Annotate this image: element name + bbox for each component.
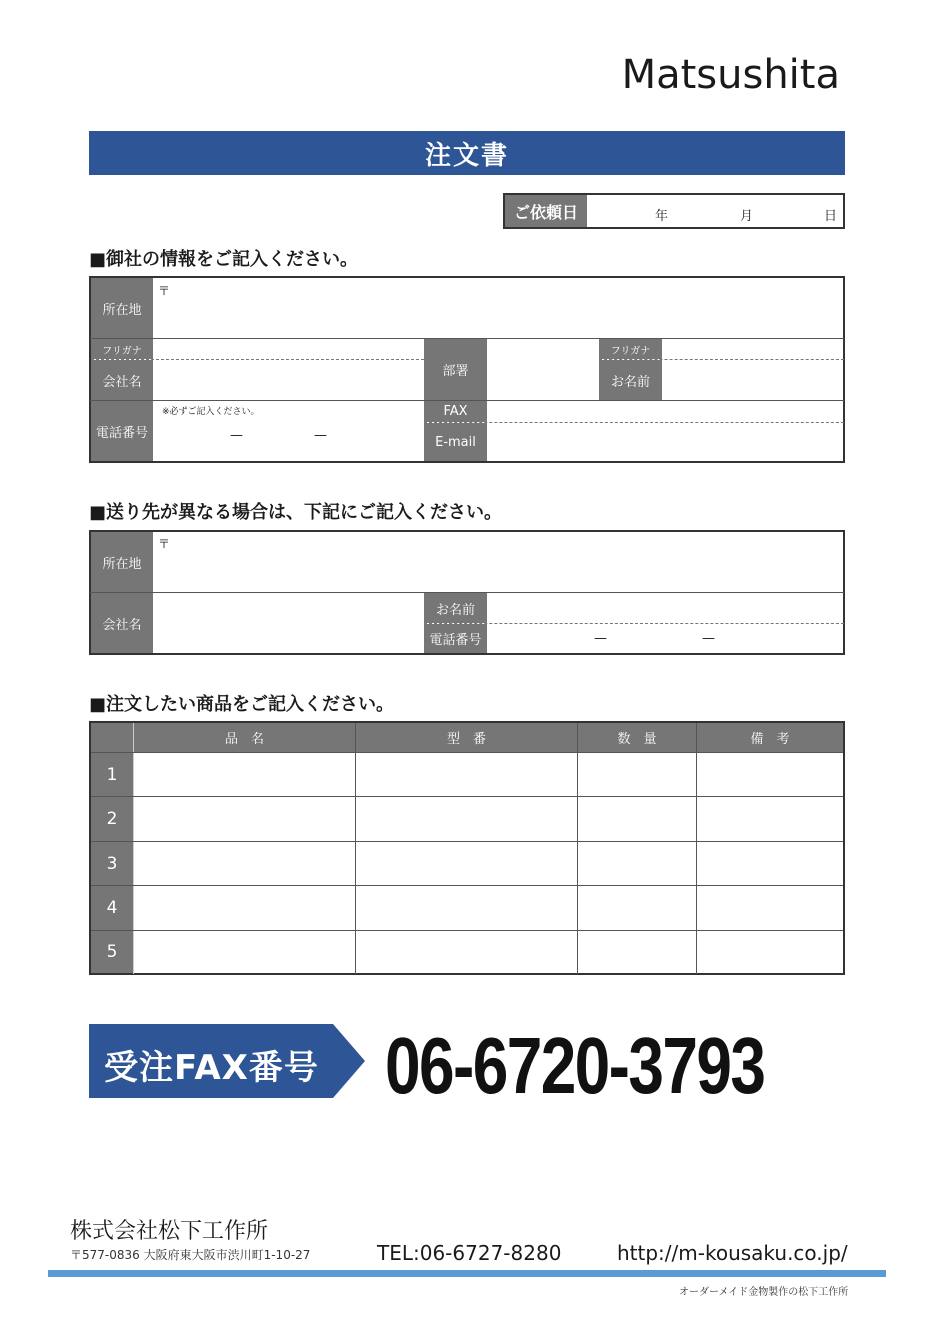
request-date-label: ご依頼日 (505, 195, 587, 227)
footer-tel: TEL:06-6727-8280 (377, 1241, 562, 1265)
title-bar (89, 131, 845, 175)
col-header-notes: 備 考 (697, 723, 843, 752)
name-label: お名前 (599, 360, 662, 400)
ship-phone-dash-2: — (702, 631, 715, 646)
table-row[interactable] (134, 886, 843, 930)
ship-company-label: 会社名 (91, 593, 153, 653)
date-year[interactable]: 年 (655, 209, 669, 224)
ship-phone-dash-1: — (594, 631, 607, 646)
footer-address: 〒577-0836 大阪府東大阪市渋川町1-10-27 (70, 1248, 311, 1262)
page-title: 注文書 (424, 140, 509, 171)
dept-label: 部署 (424, 339, 487, 400)
ship-address-input[interactable] (154, 532, 844, 592)
row-number-1: 1 (91, 753, 133, 796)
table-row[interactable] (134, 797, 843, 841)
fax-number: 06-6720-3793 (385, 1021, 765, 1110)
phone-input[interactable] (154, 418, 424, 460)
brand-logo: Matsushita (621, 52, 840, 98)
fax-input[interactable] (488, 401, 844, 422)
row-number-3: 3 (91, 842, 133, 885)
phone-dash-2: — (314, 428, 327, 443)
address-input[interactable] (154, 278, 844, 338)
phone-note: ※必ずご記入ください。 (162, 407, 260, 417)
ship-postal-mark: 〒 (158, 537, 171, 551)
col-header-model: 型 番 (356, 723, 577, 752)
ship-phone-label: 電話番号 (424, 624, 487, 653)
fax-label: FAX (424, 401, 487, 422)
footer-bar (48, 1270, 886, 1277)
ship-name-input[interactable] (488, 593, 844, 623)
date-month[interactable]: 月 (740, 209, 754, 224)
furigana-label: フリガナ (91, 339, 153, 359)
dept-input[interactable] (488, 339, 598, 400)
footer-company: 株式会社松下工作所 (70, 1219, 269, 1244)
footer-tagline: オーダーメイド金物製作の松下工作所 (679, 1287, 849, 1298)
name-input[interactable] (663, 360, 844, 400)
email-input[interactable] (488, 423, 844, 461)
section2-heading: ■送り先が異なる場合は、下記にご記入ください。 (89, 502, 503, 523)
email-label: E-mail (424, 423, 487, 461)
date-day[interactable]: 日 (824, 209, 838, 224)
footer-url[interactable]: http://m-kousaku.co.jp/ (617, 1241, 848, 1265)
postal-mark: 〒 (158, 284, 171, 298)
ship-company-input[interactable] (154, 593, 424, 653)
col-header-qty: 数 量 (578, 723, 696, 752)
section3-heading: ■注文したい商品をご記入ください。 (89, 694, 395, 715)
company-input[interactable] (154, 360, 424, 400)
section1-heading: ■御社の情報をご記入ください。 (89, 249, 359, 270)
col-header-name: 品 名 (134, 723, 355, 752)
ship-address-label: 所在地 (91, 532, 153, 592)
ship-name-label: お名前 (424, 593, 487, 623)
address-label: 所在地 (91, 278, 153, 338)
row-number-2: 2 (91, 797, 133, 841)
fax-banner-label: 受注FAX番号 (104, 1048, 319, 1088)
table-row[interactable] (134, 753, 843, 796)
row-number-5: 5 (91, 931, 133, 973)
table-row[interactable] (134, 842, 843, 885)
company-label: 会社名 (91, 360, 153, 400)
ship-phone-input[interactable] (488, 624, 844, 653)
row-number-4: 4 (91, 886, 133, 930)
furigana2-label: フリガナ (599, 339, 662, 359)
table-row[interactable] (134, 931, 843, 973)
phone-dash-1: — (230, 428, 243, 443)
phone-label: 電話番号 (91, 401, 153, 461)
